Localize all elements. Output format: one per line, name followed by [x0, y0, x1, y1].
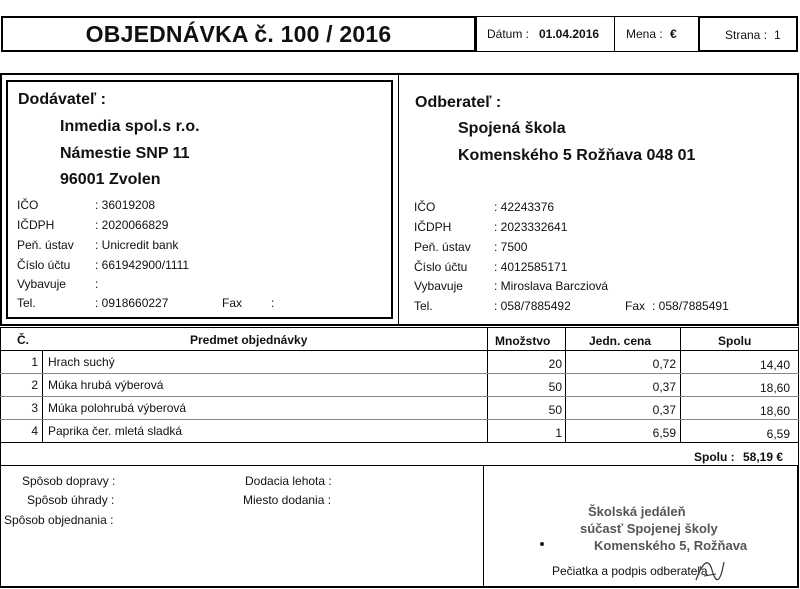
- supplier-fax-label: Fax: [222, 296, 243, 310]
- customer-tel-label: Tel.: [414, 299, 433, 313]
- signature-label: Pečiatka a podpis odberateľa: [552, 564, 708, 578]
- supplier-bank-label: Peň. ústav: [17, 238, 74, 252]
- row3-item: Múka polohrubá výberová: [48, 401, 187, 415]
- row2-qty: 50: [548, 380, 562, 394]
- customer-account-value: : 4012585171: [494, 260, 568, 274]
- row-line-3: [0, 419, 799, 420]
- col-line-item: [42, 351, 43, 443]
- footer-bottom-edge: [0, 586, 799, 588]
- supplier-handler-value: :: [95, 277, 99, 291]
- date-label: Dátum :: [487, 27, 530, 41]
- customer-icdph-value: : 2023332641: [494, 220, 568, 234]
- supplier-street: Námestie SNP 11: [60, 145, 190, 162]
- currency-cell: [614, 16, 699, 52]
- row2-no: 2: [31, 378, 38, 392]
- order-method-label: Spôsob objednania :: [4, 513, 114, 527]
- customer-bank-label: Peň. ústav: [414, 240, 471, 254]
- col-header-qty: Množstvo: [495, 334, 551, 348]
- supplier-name: Inmedia spol.s r.o.: [60, 118, 200, 135]
- customer-ico-value: : 42243376: [494, 200, 555, 214]
- col-line-total: [680, 327, 681, 443]
- page-label: Strana :: [725, 28, 768, 42]
- customer-icdph-label: IČDPH: [414, 220, 452, 234]
- customer-handler-value: : Miroslava Barcziová: [494, 279, 609, 293]
- stamp-line-1: Školská jedáleň: [588, 504, 686, 519]
- customer-tel-value: : 058/7885492: [494, 299, 571, 313]
- currency-value: €: [670, 27, 677, 41]
- customer-account-label: Číslo účtu: [414, 260, 468, 274]
- parties-divider: [398, 75, 399, 324]
- row2-item: Múka hrubá výberová: [48, 378, 164, 392]
- row3-total: 18,60: [759, 404, 790, 418]
- col-header-no: Č.: [17, 333, 29, 347]
- supplier-tel-label: Tel.: [17, 296, 36, 310]
- supplier-ico-value: : 36019208: [95, 198, 156, 212]
- date-value: 01.04.2016: [539, 27, 600, 41]
- sum-label: Spolu :: [694, 450, 735, 464]
- customer-handler-label: Vybavuje: [414, 279, 463, 293]
- transport-label: Spôsob dopravy :: [22, 474, 116, 488]
- col-header-unit-price: Jedn. cena: [589, 334, 652, 348]
- row3-no: 3: [31, 401, 38, 415]
- order-title: OBJEDNÁVKA č. 100 / 2016: [1, 16, 476, 52]
- col-line-qty: [487, 327, 488, 443]
- stamp-dot: [540, 542, 544, 546]
- footer-divider: [483, 466, 484, 588]
- row4-total: 6,59: [766, 427, 790, 441]
- row-line-1: [0, 373, 799, 374]
- stamp-line-2: súčasť Spojenej školy: [580, 521, 718, 536]
- footer-left-edge: [0, 466, 1, 586]
- customer-bank-value: : 7500: [494, 240, 528, 254]
- col-line-price: [565, 327, 566, 443]
- supplier-account-label: Číslo účtu: [17, 258, 71, 272]
- page-cell: [698, 16, 798, 52]
- col-header-item: Predmet objednávky: [190, 333, 308, 347]
- row3-unit-price: 0,37: [652, 403, 676, 417]
- customer-ico-label: IČO: [414, 200, 436, 214]
- customer-name: Spojená škola: [458, 120, 566, 137]
- supplier-icdph-value: : 2020066829: [95, 218, 169, 232]
- stamp-line-3: Komenského 5, Rožňava: [594, 538, 748, 553]
- currency-label: Mena :: [626, 27, 663, 41]
- row-line-2: [0, 396, 799, 397]
- row4-no: 4: [31, 424, 38, 438]
- row2-total: 18,60: [759, 381, 790, 395]
- row4-item: Paprika čer. mletá sladká: [48, 424, 183, 438]
- row2-unit-price: 0,37: [652, 380, 676, 394]
- row4-unit-price: 6,59: [652, 426, 676, 440]
- date-cell: [476, 16, 615, 52]
- supplier-fax-value: :: [271, 296, 275, 310]
- row1-qty: 20: [548, 357, 562, 371]
- table-bottom-rule: [0, 442, 799, 443]
- supplier-ico-label: IČO: [17, 198, 39, 212]
- signature-scribble: [690, 550, 730, 588]
- page-value: 1: [774, 28, 781, 42]
- delivery-term-label: Dodacia lehota :: [245, 474, 332, 488]
- row4-qty: 1: [555, 426, 562, 440]
- row1-unit-price: 0,72: [652, 357, 676, 371]
- row1-total: 14,40: [759, 358, 790, 372]
- supplier-account-value: : 661942900/1111: [95, 258, 190, 272]
- supplier-icdph-label: IČDPH: [17, 218, 55, 232]
- supplier-bank-value: : Unicredit bank: [95, 238, 179, 252]
- supplier-heading: Dodávateľ :: [18, 91, 106, 108]
- supplier-handler-label: Vybavuje: [17, 277, 66, 291]
- col-header-total: Spolu: [718, 334, 752, 348]
- customer-address: Komenského 5 Rožňava 048 01: [458, 147, 696, 164]
- sum-value: 58,19 €: [743, 450, 784, 464]
- customer-fax-value: : 058/7885491: [652, 299, 729, 313]
- delivery-place-label: Miesto dodania :: [243, 493, 332, 507]
- customer-heading: Odberateľ :: [415, 94, 502, 111]
- row1-no: 1: [31, 355, 38, 369]
- supplier-tel-value: : 0918660227: [95, 296, 169, 310]
- row1-item: Hrach suchý: [48, 355, 115, 369]
- row3-qty: 50: [548, 403, 562, 417]
- footer-right-edge: [797, 466, 799, 588]
- payment-label: Spôsob úhrady :: [27, 493, 115, 507]
- customer-fax-label: Fax: [625, 299, 646, 313]
- supplier-city: 96001 Zvolen: [60, 171, 161, 188]
